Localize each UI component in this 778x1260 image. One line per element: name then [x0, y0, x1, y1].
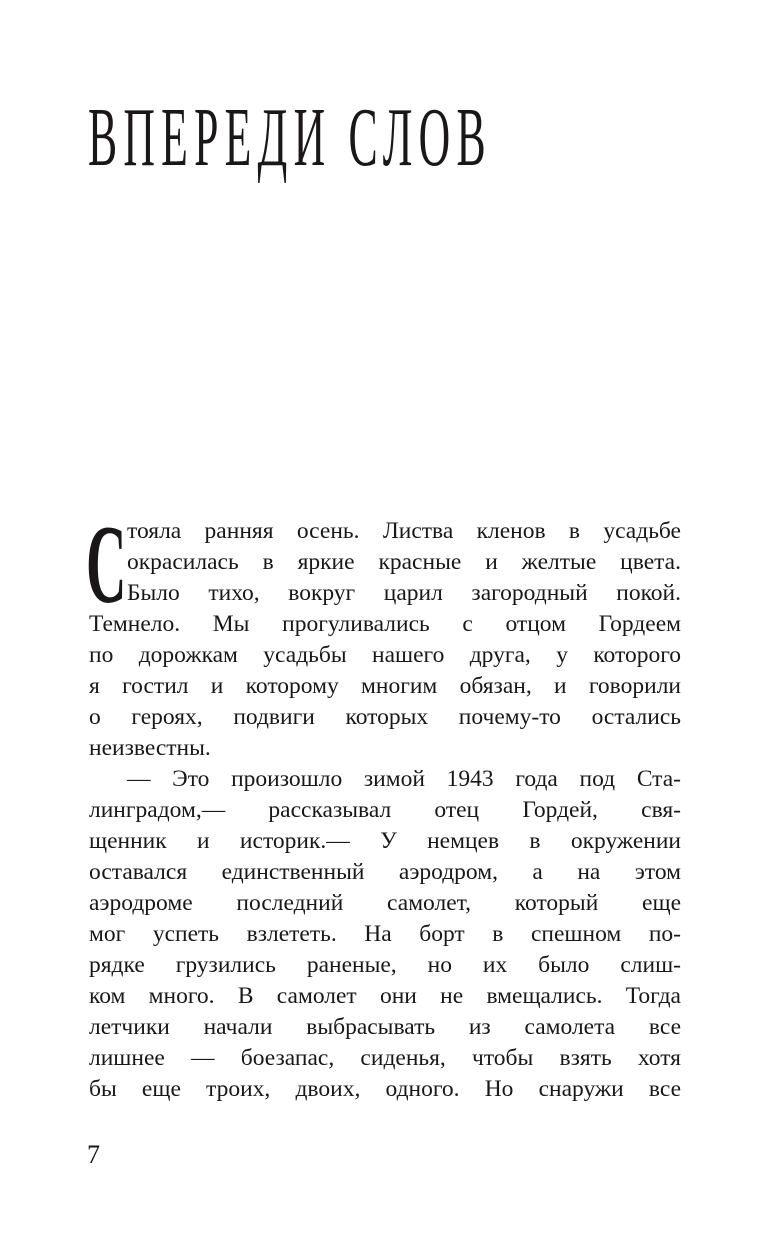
text-line: рядке грузились раненые, но их было слиш-: [89, 952, 681, 978]
text-line: летчики начали выбрасывать из самолета все: [89, 1014, 681, 1040]
body-text: [89, 516, 681, 1105]
text-line: окрасилась в яркие красные и желтые цвета.: [127, 549, 681, 575]
page-number: 7: [87, 1140, 100, 1169]
text-line: по дорожкам усадьбы нашего друга, у которого: [89, 642, 681, 668]
text-line: щенник и историк.— У немцев в окружении: [89, 828, 681, 854]
text-line: — Это произошло зимой 1943 года под Ста-: [127, 766, 681, 792]
text-line: лишнее — боезапас, сиденья, чтобы взять хотя: [89, 1045, 681, 1071]
text-line: я гостил и которому многим обязан, и говорили: [89, 673, 681, 699]
text-line: аэродроме последний самолет, который еще: [89, 890, 681, 916]
text-line: тояла ранняя осень. Листва кленов в усадьбе: [127, 518, 681, 544]
text-line: неизвестны.: [89, 735, 211, 761]
paragraph-1-dropcap-lines: [89, 516, 681, 609]
text-line: мог успеть взлететь. На борт в спешном по-: [89, 921, 681, 947]
text-line: о героях, подвиги которых почему-то остались: [89, 704, 681, 730]
text-line: Было тихо, вокруг царил загородный покой.: [127, 580, 681, 606]
paragraph-1-rest: [89, 609, 681, 764]
text-line: Темнело. Мы прогуливались с отцом Гордеем: [89, 611, 681, 637]
text-line: оставался единственный аэродром, а на этом: [89, 859, 681, 885]
text-line: ком много. В самолет они не вмещались. Тогда: [89, 983, 681, 1009]
text-line: линградом,— рассказывал отец Гордей, свя-: [89, 797, 681, 823]
chapter-title: ВПЕРЕДИ СЛОВ: [88, 91, 492, 184]
drop-cap-letter: С: [86, 503, 127, 627]
paragraph-2: [89, 764, 681, 1105]
text-line: бы еще троих, двоих, одного. Но снаружи все: [89, 1076, 681, 1102]
